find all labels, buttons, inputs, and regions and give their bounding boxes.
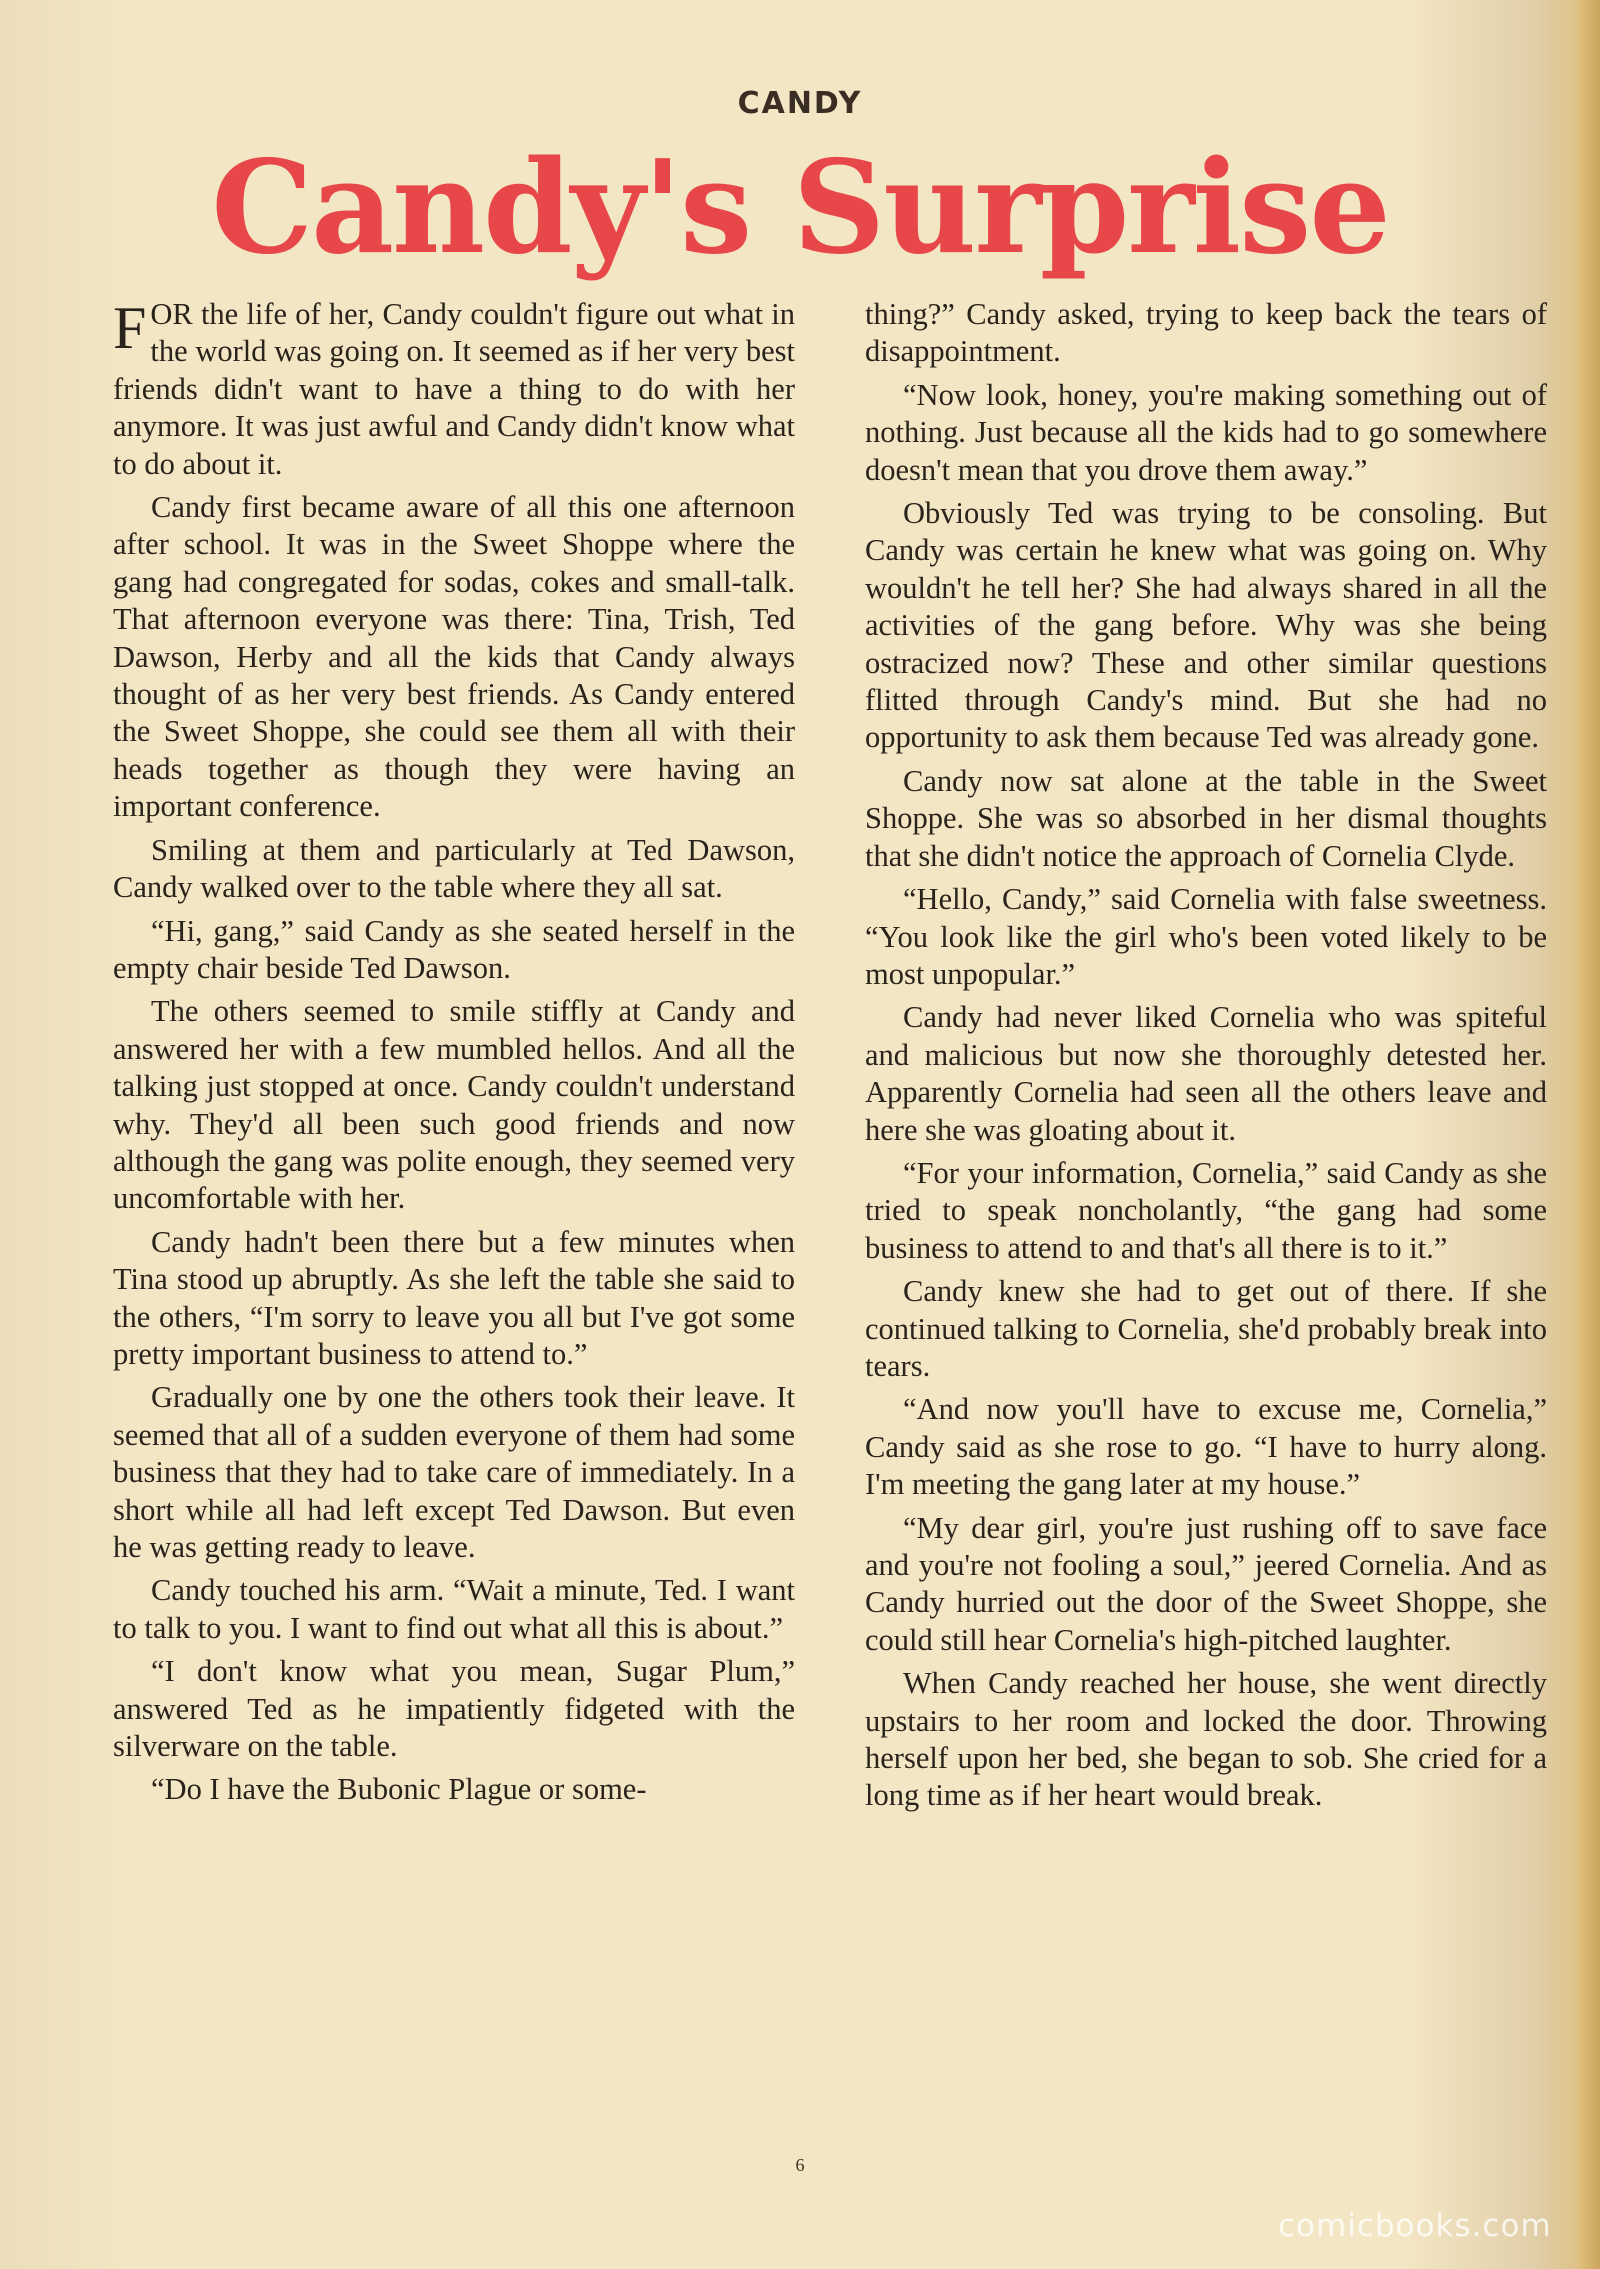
paragraph: Candy had never liked Cornelia who was spiteful and malicious but now she thoroughly detested her. Apparently Cornelia had seen all the others leave and here she was gloating about it. — [865, 1000, 1547, 1147]
paragraph: Candy knew she had to get out of there. If she continued talking to Cornelia, she'd probably break into tears. — [865, 1274, 1547, 1383]
paragraph: “Do I have the Bubonic Plague or some- — [151, 1772, 647, 1807]
paragraph: Smiling at them and particularly at Ted Dawson, Candy walked over to the table where they all sat. — [113, 832, 795, 905]
paragraph: Obviously Ted was trying to be consoling. But Candy was certain he knew what was going on. Why wouldn't he tell her? She had always shared in all the activities of the gang before. Why was she being ostracized now? These and other similar questions flitted through Candy's mind. But she had no opportunity to ask them because Ted was already gone. — [865, 496, 1547, 755]
paragraph: “And now you'll have to excuse me, Cornelia,” Candy said as she rose to go. “I have to hurry along. I'm meeting the gang later at my house.” — [865, 1392, 1547, 1502]
running-header: CANDY — [737, 86, 863, 121]
story-title: Candy's Surprise — [211, 133, 1389, 283]
page-number: 6 — [795, 2155, 805, 2175]
paragraph: Candy first became aware of all this one afternoon after school. It was in the Sweet Shoppe where the gang had congregated for sodas, cokes and small-talk. That afternoon everyone was there: Tina, Trish, Ted Dawson, Herby and all the kids that Candy always thought of as her very best friends. As Candy entered the Sweet Shoppe, she could see them all with their heads together as though they were having an important conference. — [113, 490, 795, 824]
paragraph: “Hello, Candy,” said Cornelia with false sweetness. “You look like the girl who's been voted likely to be most unpopular.” — [865, 882, 1547, 991]
left-column — [113, 296, 795, 1815]
paragraph: “Now look, honey, you're making something out of nothing. Just because all the kids had to go somewhere doesn't mean that you drove them away.” — [865, 377, 1547, 487]
paragraph: FOR the life of her, Candy couldn't figure out what in the world was going on. It seemed as if her very best friends didn't want to have a thing to do with her anymore. It was just awful and Candy didn't know what to do about it. — [113, 295, 795, 481]
page-edge — [1578, 0, 1600, 2269]
site-watermark: comicbooks.com — [1278, 2208, 1552, 2244]
paragraph: “Hi, gang,” said Candy as she seated herself in the empty chair beside Ted Dawson. — [113, 913, 795, 985]
right-column — [865, 296, 1547, 1821]
paragraph: “I don't know what you mean, Sugar Plum,” answered Ted as he impatiently fidgeted with the silverware on the table. — [113, 1654, 795, 1764]
paragraph: Candy now sat alone at the table in the Sweet Shoppe. She was so absorbed in her dismal thoughts that she didn't notice the approach of Cornelia Clyde. — [865, 763, 1547, 873]
paragraph: “My dear girl, you're just rushing off to save face and you're not fooling a soul,” jeered Cornelia. And as Candy hurried out the door of the Sweet Shoppe, she could still hear Cornelia's high-pitched laughter. — [865, 1510, 1547, 1657]
paragraph: Candy hadn't been there but a few minutes when Tina stood up abruptly. As she left the table she said to the others, “I'm sorry to leave you all but I've got some pretty important business to attend to.” — [113, 1224, 795, 1371]
paragraph: When Candy reached her house, she went directly upstairs to her room and locked the door. Throwing herself upon her bed, she began to sob. She cried for a long time as if her heart would break. — [865, 1666, 1547, 1813]
paragraph: Gradually one by one the others took their leave. It seemed that all of a sudden everyone of them had some business that they had to take care of immediately. In a short while all had left except Ted Dawson. But even he was getting ready to leave. — [113, 1380, 795, 1564]
drop-cap: F — [113, 295, 147, 361]
paragraph: The others seemed to smile stiffly at Candy and answered her with a few mumbled hellos. And all the talking just stopped at once. Candy couldn't understand why. They'd all been such good friends and now although the gang was polite enough, they seemed very uncomfortable with her. — [113, 994, 795, 1216]
paragraph: thing?” Candy asked, trying to keep back the tears of disappointment. — [865, 297, 1547, 369]
paragraph: “For your information, Cornelia,” said Candy as she tried to speak noncholantly, “the gang had some business to attend to and that's all there is to it.” — [865, 1155, 1547, 1265]
paragraph: Candy touched his arm. “Wait a minute, Ted. I want to talk to you. I want to find out what all this is about.” — [113, 1573, 795, 1645]
